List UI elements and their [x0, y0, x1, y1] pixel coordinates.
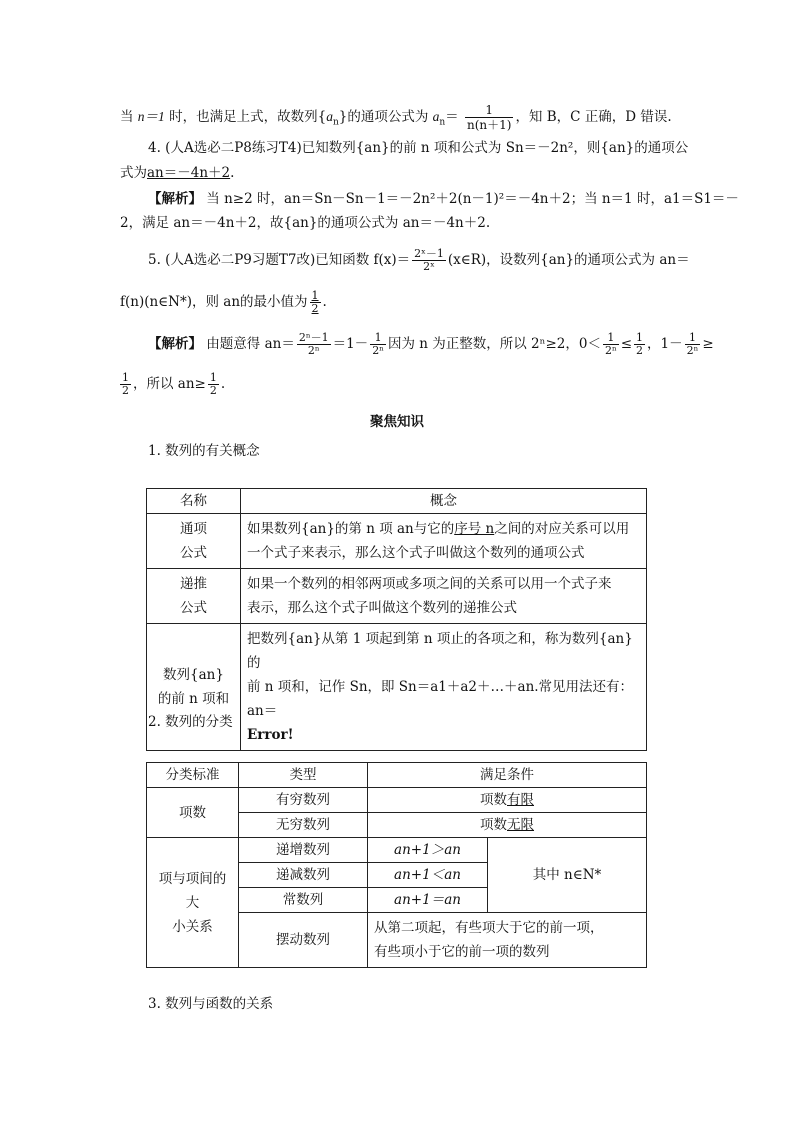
- table-cell-type: 无穷数列: [239, 813, 368, 838]
- fraction: [634, 332, 645, 357]
- table-cell-type: 递减数列: [239, 863, 368, 888]
- text: ，1－: [647, 336, 683, 352]
- numerator: 1: [636, 331, 644, 344]
- denominator: 2: [311, 302, 319, 315]
- q4-solution-line1: [148, 189, 739, 209]
- text: .: [322, 294, 327, 310]
- text: 递推: [180, 576, 207, 592]
- text: 如果数列{an}的第 n 项 an与它的: [247, 521, 455, 537]
- answer-blank: an＝－4n＋2: [147, 165, 231, 181]
- solution-line-p1: [120, 103, 672, 132]
- text: a: [326, 109, 333, 124]
- text: 项数: [480, 792, 507, 808]
- denominator: 2ⁿ: [604, 344, 617, 357]
- answer-blank: 有限: [507, 792, 534, 808]
- numerator: 1: [311, 289, 319, 302]
- question-5-line2: [120, 290, 327, 315]
- fraction: [208, 372, 219, 397]
- denominator: 2: [122, 384, 129, 397]
- table-cell-name: [147, 514, 241, 569]
- text: 项与项间的大: [158, 870, 227, 911]
- q5-solution-line1: [148, 332, 714, 357]
- text: ＝: [445, 109, 459, 125]
- text: 公式: [180, 545, 207, 561]
- text: a: [432, 109, 440, 124]
- text: ＝1－: [332, 336, 369, 352]
- table-cell-condition: an+1＜an: [368, 863, 488, 888]
- table-row: [147, 788, 647, 813]
- text: 有些项小于它的前一项的数列: [374, 944, 550, 960]
- table-row: [147, 569, 647, 624]
- denominator: 2ˣ: [423, 260, 435, 273]
- text: 把数列{an}从第 1 项起到第 n 项止的各项之和，称为数列{an}的: [247, 631, 633, 671]
- question-4-line2: [120, 163, 234, 183]
- table-row: [147, 514, 647, 569]
- table-header-row: [147, 489, 647, 514]
- text: 因为 n 为正整数，所以 2ⁿ≥2，0＜: [387, 336, 601, 352]
- table-header-cell: 满足条件: [368, 763, 647, 788]
- text: f(n)(n∈N*)，则 an的最小值为: [120, 294, 308, 310]
- subsection-2-title: 2. 数列的分类: [148, 714, 233, 730]
- table-cell-condition: an+1＝an: [368, 888, 488, 913]
- classification-table: [146, 762, 647, 968]
- text: 的前 n 项和: [157, 691, 230, 707]
- numerator: 2ⁿ－1: [298, 331, 329, 344]
- table-header-cell: 概念: [241, 489, 647, 514]
- table-header-cell: 分类标准: [147, 763, 239, 788]
- fraction: [685, 332, 701, 357]
- section-title: 聚焦知识: [370, 414, 424, 430]
- table-cell-concept: [241, 569, 647, 624]
- answer-fraction: [310, 290, 321, 315]
- text: 前 n 项和，记作 Sn，即 Sn＝a1＋a2＋…＋an.常见用法还有：an＝: [247, 679, 634, 719]
- table-header-cell: 类型: [239, 763, 368, 788]
- denominator: 2ⁿ: [686, 344, 699, 357]
- text: 时，也满足上式，故数列{: [164, 109, 327, 125]
- question-4-line1: 4. (人A选必二P8练习T4)已知数列{an}的前 n 项和公式为 Sn＝－2n²，则{an}的通项公: [148, 140, 689, 156]
- fraction: [297, 332, 331, 357]
- q5-solution-line2: [118, 372, 225, 397]
- text: }的通项公式为: [338, 109, 433, 125]
- text: .: [220, 376, 226, 392]
- numerator: 1: [209, 371, 217, 384]
- text: 小关系: [172, 918, 213, 935]
- table-cell-condition: an+1＞an: [368, 838, 488, 863]
- text: 一个式子来表示，那么这个式子叫做这个数列的通项公式: [247, 545, 585, 561]
- text: 当: [120, 109, 138, 125]
- table-header-row: [147, 763, 647, 788]
- text: n: [332, 117, 339, 128]
- text: ≥: [702, 336, 714, 352]
- text: ，知 B，C 正确，D 错误.: [515, 109, 672, 125]
- table-row: [147, 838, 647, 863]
- text: 公式: [180, 600, 207, 616]
- table-cell-condition: [368, 788, 647, 813]
- solution-tag: 【解析】: [148, 191, 202, 207]
- text: 表示，那么这个式子叫做这个数列的递推公式: [247, 600, 517, 616]
- denominator: 2ⁿ: [372, 344, 384, 357]
- text: n: [439, 117, 446, 128]
- table-cell-condition: [368, 813, 647, 838]
- error-text: Error!: [247, 727, 294, 743]
- numerator: 1: [122, 371, 129, 384]
- answer-blank: 无限: [507, 817, 534, 833]
- denominator: 2: [209, 384, 217, 397]
- table-cell-type: 递增数列: [239, 838, 368, 863]
- subsection-1-title: 1. 数列的有关概念: [148, 443, 260, 459]
- numerator: 1: [603, 332, 619, 345]
- q4-solution-line2: 2，满足 an＝－4n＋2，故{an}的通项公式为 an＝－4n＋2.: [120, 215, 491, 231]
- text: n＝1: [137, 109, 165, 124]
- denominator: n(n＋1): [466, 118, 512, 132]
- fraction: [120, 372, 131, 397]
- table-cell-condition: [368, 913, 647, 968]
- table-cell-category: 项数: [147, 788, 239, 838]
- table-cell-type: 常数列: [239, 888, 368, 913]
- text: 数列{an}: [163, 667, 224, 683]
- text: 5. (人A选必二P9习题T7改)已知函数 f(x)＝: [148, 252, 411, 268]
- text: 项数: [480, 817, 507, 833]
- solution-tag: 【解析】: [148, 336, 202, 352]
- text: 通项: [180, 521, 207, 537]
- table-cell-concept: [241, 624, 647, 751]
- text: .: [230, 165, 235, 181]
- denominator: 2: [636, 344, 644, 357]
- table-header-cell: 名称: [147, 489, 241, 514]
- text: 当 n≥2 时，an＝Sn－Sn－1＝－2n²＋2(n－1)²＝－4n＋2；当 n＝1 时，a1＝S1＝－: [202, 191, 739, 207]
- subsection-3-title: 3. 数列与函数的关系: [148, 996, 274, 1012]
- numerator: 2ˣ－1: [414, 247, 444, 260]
- table-cell-concept: [241, 514, 647, 569]
- fraction: [603, 332, 619, 357]
- text: ，所以 an≥: [133, 376, 206, 392]
- text: 从第二项起，有些项大于它的前一项，: [374, 920, 604, 936]
- numerator: 1: [465, 103, 513, 118]
- numerator: 1: [370, 332, 386, 345]
- text: 之间的对应关系可以用: [494, 521, 630, 537]
- text: 由题意得 an＝: [202, 336, 295, 352]
- numerator: 1: [685, 332, 701, 345]
- table-cell-category: [147, 838, 239, 968]
- text: ≤: [620, 336, 633, 352]
- fraction: [370, 332, 386, 357]
- table-cell-type: 有穷数列: [239, 788, 368, 813]
- text: (x∈R)，设数列{an}的通项公式为 an＝: [447, 252, 690, 268]
- question-5-line1: [148, 248, 690, 273]
- table-cell-name: [147, 569, 241, 624]
- table-cell-note: 其中 n∈N*: [488, 838, 647, 913]
- fraction: [412, 248, 446, 273]
- denominator: 2ⁿ: [307, 344, 320, 357]
- table-cell-type: 摆动数列: [239, 913, 368, 968]
- text: 式为: [120, 165, 147, 181]
- fraction: [465, 103, 513, 132]
- answer-blank: 序号 n: [454, 521, 495, 537]
- text: 如果一个数列的相邻两项或多项之间的关系可以用一个式子来: [247, 576, 612, 592]
